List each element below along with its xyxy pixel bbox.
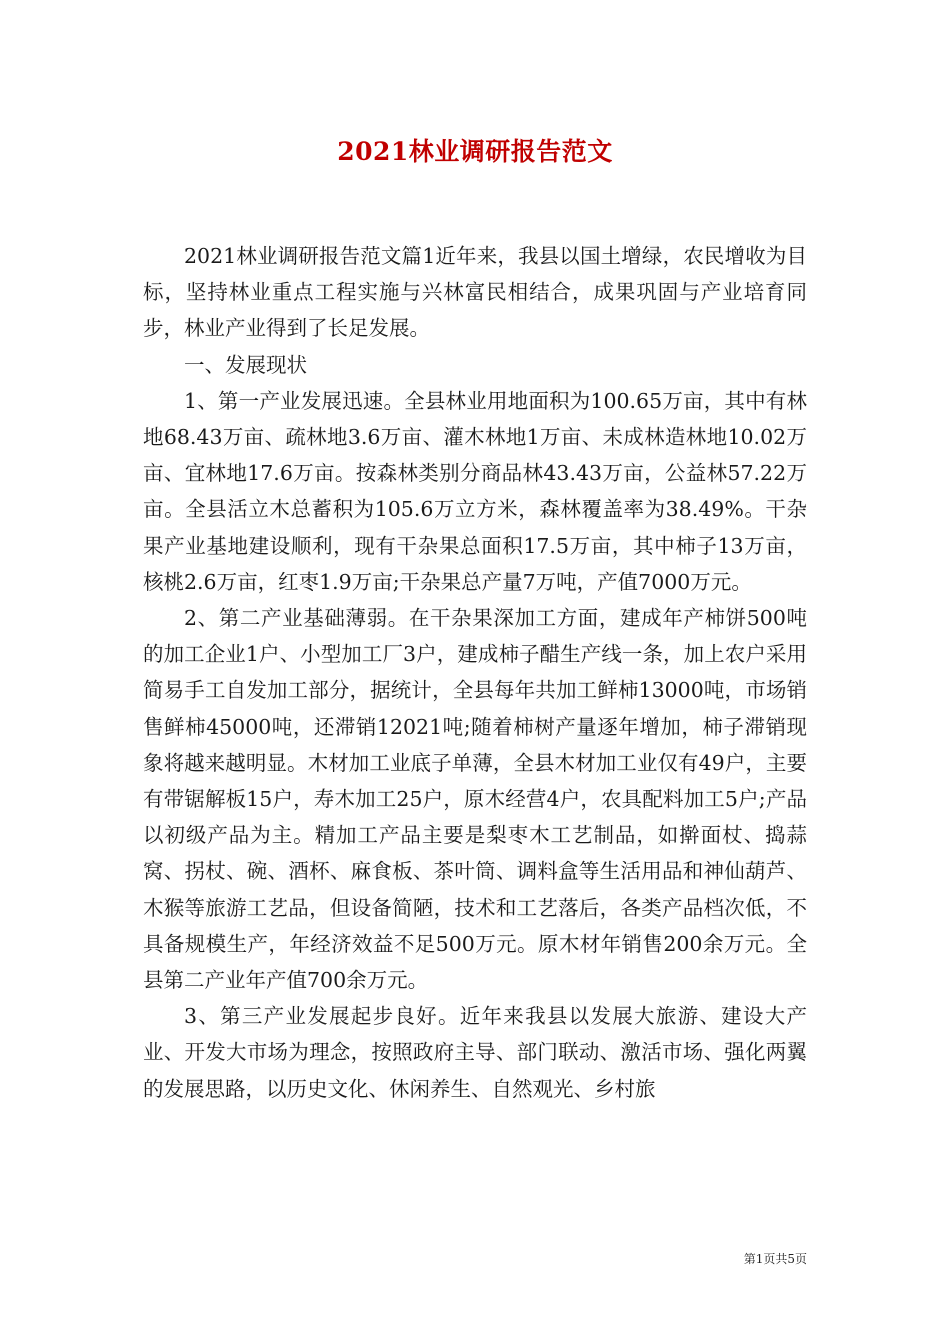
- page-footer: 第1页共5页: [743, 1252, 807, 1266]
- document-body: [143, 238, 807, 1107]
- paragraph-primary-industry: 1、第一产业发展迅速。全县林业用地面积为100.65万亩，其中有林地68.43万亩、疏林地3.6万亩、灌木林地1万亩、未成林造林地10.02万亩、宜林地17.6万亩。按森林类别分商品林43.43万亩，公益林57.22万亩。全县活立木总蓄积为105.6万立方米，森林覆盖率为38.49%。干杂果产业基地建设顺利，现有干杂果总面积17.5万亩，其中柿子13万亩，核桃2.6万亩，红枣1.9万亩;干杂果总产量7万吨，产值7000万元。: [143, 388, 807, 594]
- document-title: 2021林业调研报告范文: [337, 137, 613, 166]
- paragraph-tertiary-industry: 3、第三产业发展起步良好。近年来我县以发展大旅游、建设大产业、开发大市场为理念，按照政府主导、部门联动、激活市场、强化两翼的发展思路，以历史文化、休闲养生、自然观光、乡村旅: [143, 1004, 807, 1101]
- section-heading-status: 一、发展现状: [184, 352, 307, 377]
- paragraph-intro: 2021林业调研报告范文篇1近年来，我县以国土增绿，农民增收为目标，坚持林业重点工程实施与兴林富民相结合，成果巩固与产业培育同步，林业产业得到了长足发展。: [143, 244, 807, 341]
- paragraph-secondary-industry: 2、第二产业基础薄弱。在干杂果深加工方面，建成年产柿饼500吨的加工企业1户、小型加工厂3户，建成柿子醋生产线一条，加上农户采用简易手工自发加工部分，据统计，全县每年共加工鲜柿13000吨，市场销售鲜柿45000吨，还滞销12021吨;随着柿树产量逐年增加，柿子滞销现象将越来越明显。木材加工业底子单薄，全县木材加工业仅有49户，主要有带锯解板15户，寿木加工25户，原木经营4户，农具配料加工5户;产品以初级产品为主。精加工产品主要是梨枣木工艺制品，如擀面杖、捣蒜窝、拐杖、碗、酒杯、麻食板、茶叶筒、调料盒等生活用品和神仙葫芦、木猴等旅游工艺品，但设备简陋，技术和工艺落后，各类产品档次低，不具备规模生产，年经济效益不足500万元。原木材年销售200余万元。全县第二产业年产值700余万元。: [143, 606, 807, 993]
